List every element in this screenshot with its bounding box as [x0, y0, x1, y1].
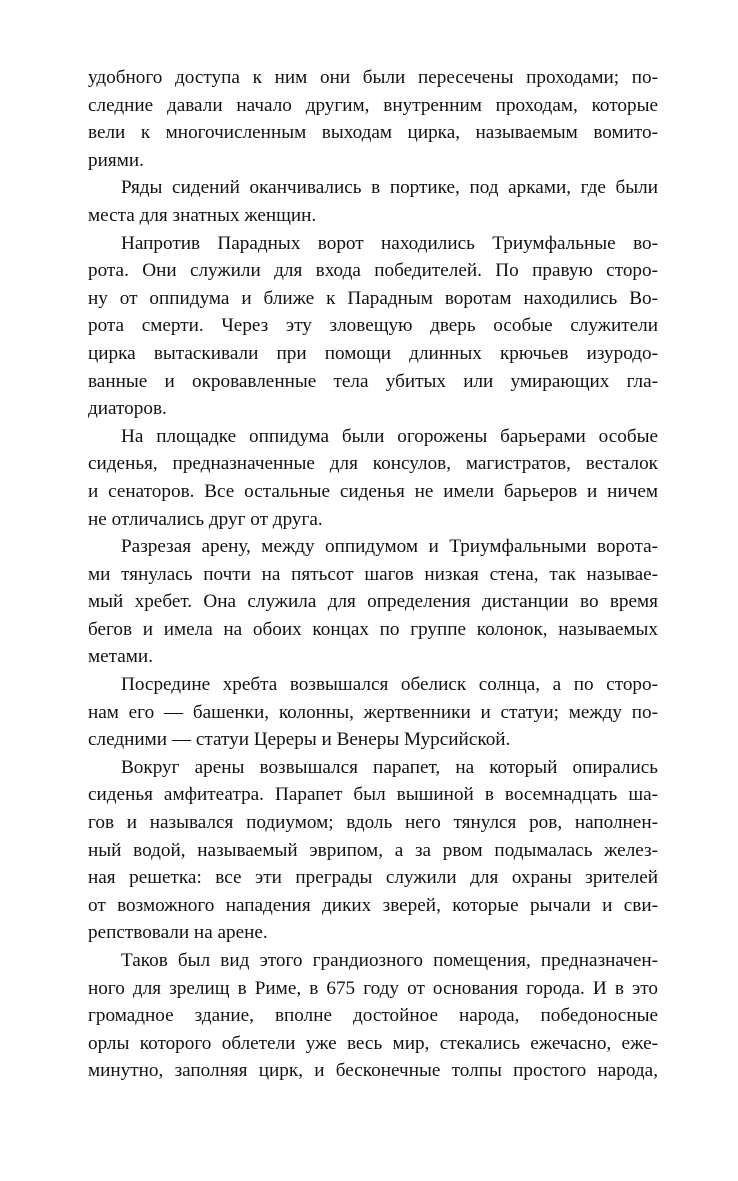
text-line: ный водой, называемый эврипом, а за рвом подымалась желез- — [88, 839, 658, 861]
text-line: ну от оппидума и ближе к Парадным воротам находились Во- — [88, 287, 658, 309]
paragraph — [88, 533, 658, 671]
text-line: от возможного нападения диких зверей, которые рычали и сви- — [88, 894, 658, 916]
text-line: риями. — [88, 149, 144, 171]
text-line: Посредине хребта возвышался обелиск солнца, а по сторо- — [121, 674, 658, 696]
text-line: не отличались друг от друга. — [88, 508, 323, 530]
text-line: минутно, заполняя цирк, и бесконечные толпы простого народа, — [88, 1060, 658, 1082]
text-line: мый хребет. Она служила для определения дистанции во время — [88, 591, 658, 613]
text-line: ванные и окровавленные тела убитых или умирающих гла- — [88, 370, 658, 392]
text-line: рота смерти. Через эту зловещую дверь особые служители — [88, 315, 658, 337]
paragraph — [88, 64, 658, 174]
text-line: бегов и имела на обоих концах по группе колонок, называемых — [88, 618, 658, 640]
paragraph — [88, 423, 658, 533]
paragraph — [88, 754, 658, 947]
text-line: сиденья, предназначенные для консулов, магистратов, весталок — [88, 453, 658, 475]
text-line: репствовали на арене. — [88, 922, 268, 944]
text-line: нам его — башенки, колонны, жертвенники и статуи; между по- — [88, 701, 658, 723]
text-line: орлы которого облетели уже весь мир, стекались ежечасно, еже- — [88, 1032, 658, 1054]
text-line: гов и назывался подиумом; вдоль него тянулся ров, наполнен- — [88, 812, 658, 834]
page-body — [88, 64, 658, 1085]
text-line: места для знатных женщин. — [88, 204, 317, 226]
paragraph — [88, 671, 658, 754]
text-line: вели к многочисленным выходам цирка, называемым вомито- — [88, 122, 658, 144]
text-line: следними — статуи Цереры и Венеры Мурсийской. — [88, 729, 511, 751]
text-line: ная решетка: все эти преграды служили для охраны зрителей — [88, 867, 658, 889]
text-line: следние давали начало другим, внутренним проходам, которые — [88, 94, 658, 116]
text-line: ного для зрелищ в Риме, в 675 году от основания города. И в это — [88, 977, 658, 999]
text-line: рота. Они служили для входа победителей. По правую сторо- — [88, 260, 658, 282]
text-line: Напротив Парадных ворот находились Триумфальные во- — [121, 232, 658, 254]
paragraph — [88, 174, 658, 229]
text-line: Вокруг арены возвышался парапет, на который опирались — [121, 756, 658, 778]
text-line: Разрезая арену, между оппидумом и Триумфальными ворота- — [121, 536, 658, 558]
text-line: сиденья амфитеатра. Парапет был вышиной в восемнадцать ша- — [88, 784, 658, 806]
text-line: диаторов. — [88, 398, 167, 420]
text-line: громадное здание, вполне достойное народа, победоносные — [88, 1005, 658, 1027]
text-line: Ряды сидений оканчивались в портике, под арками, где были — [121, 177, 658, 199]
text-line: Таков был вид этого грандиозного помещения, предназначен- — [121, 950, 658, 971]
text-line: метами. — [88, 646, 154, 668]
paragraph — [88, 947, 658, 1085]
text-line: ми тянулась почти на пятьсот шагов низкая стена, так называе- — [88, 563, 658, 585]
text-line: удобного доступа к ним они были пересечены проходами; по- — [88, 67, 658, 88]
text-line: цирка вытаскивали при помощи длинных крючьев изуродо- — [88, 342, 658, 364]
text-line: и сенаторов. Все остальные сиденья не имели барьеров и ничем — [88, 480, 658, 502]
text-line: На площадке оппидума были огорожены барьерами особые — [121, 425, 658, 447]
paragraph — [88, 230, 658, 423]
